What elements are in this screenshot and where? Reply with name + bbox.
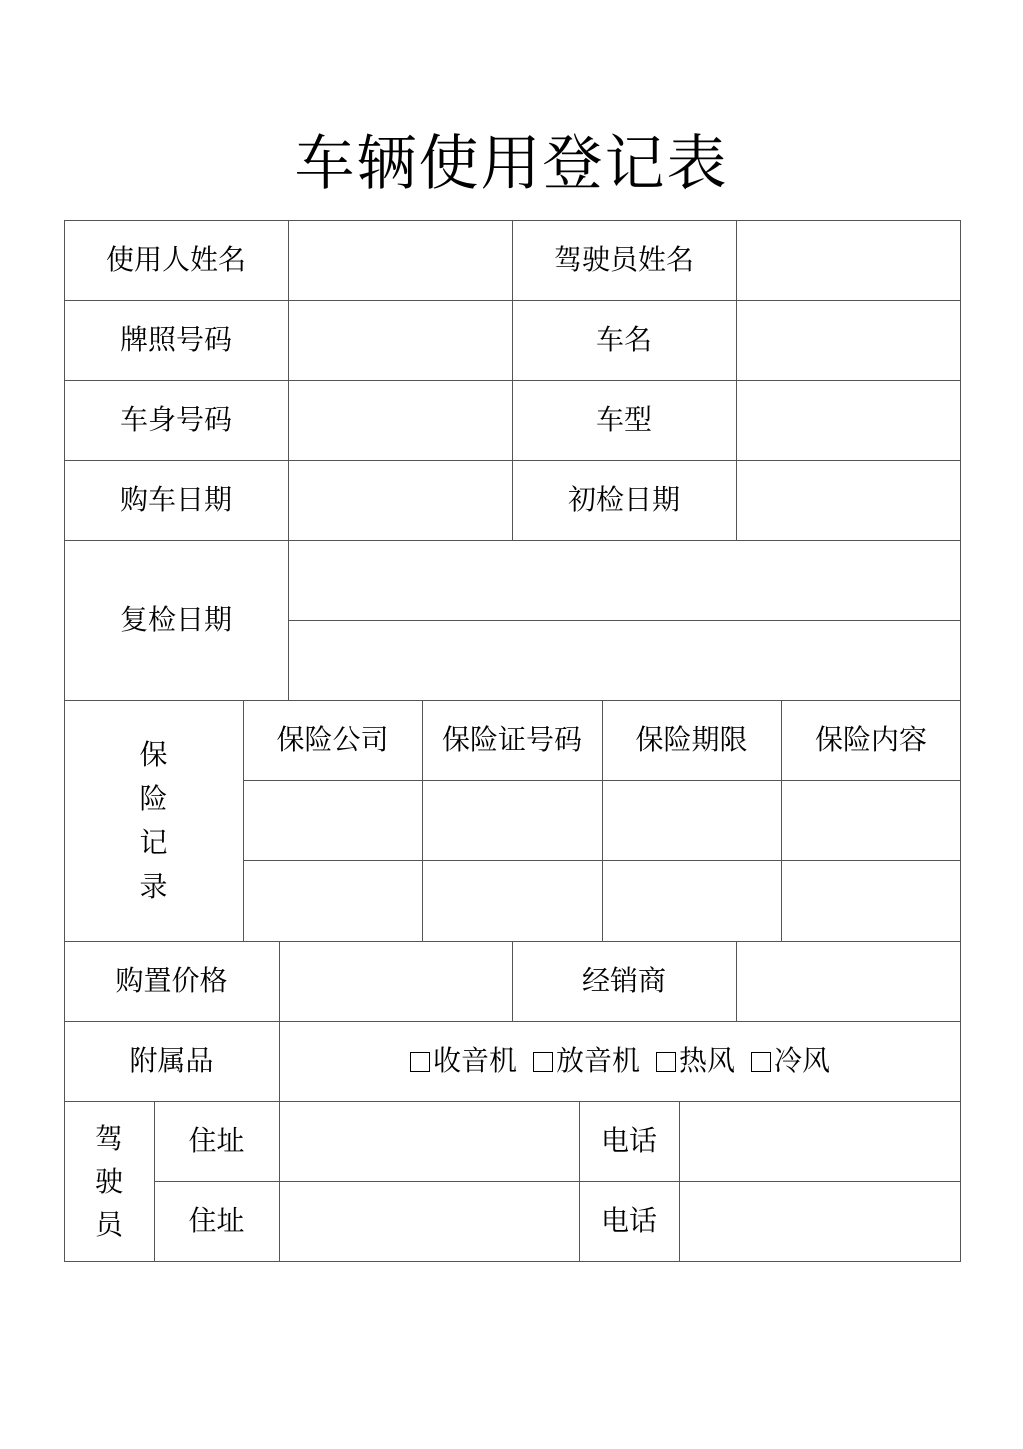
insurance-term-field[interactable] (603, 781, 781, 860)
purchase-date-field[interactable] (289, 461, 512, 540)
driver-label-char: 驶 (94, 1164, 123, 1198)
purchase-date-label: 购车日期 (119, 483, 232, 516)
purchase-price-field[interactable] (280, 942, 512, 1021)
table-border-bottom (64, 1261, 961, 1262)
accessories-options (279, 1021, 961, 1101)
checkbox-icon[interactable] (410, 1052, 430, 1072)
checkbox-icon[interactable] (656, 1052, 676, 1072)
first-inspection-field[interactable] (737, 461, 960, 540)
user-name-label: 使用人姓名 (105, 243, 246, 276)
insurance-label-char: 记 (139, 825, 168, 859)
body-number-label: 车身号码 (119, 403, 232, 436)
insurance-cert-number-field[interactable] (423, 781, 602, 860)
accessory-option-player[interactable] (533, 1044, 640, 1077)
driver-phone-field[interactable] (680, 1182, 960, 1261)
accessory-option-label: 冷风 (774, 1044, 831, 1077)
insurance-label-char: 险 (139, 781, 168, 815)
registration-form-table (64, 220, 961, 1262)
driver-phone-field[interactable] (680, 1102, 960, 1181)
reinspection-field-1[interactable] (289, 541, 960, 620)
purchase-price-label: 购置价格 (115, 964, 228, 997)
car-model-field[interactable] (737, 381, 960, 460)
reinspection-label: 复检日期 (119, 603, 232, 636)
dealer-field[interactable] (737, 942, 960, 1021)
car-name-field[interactable] (737, 301, 960, 380)
driver-label-char: 员 (94, 1207, 123, 1241)
accessory-option-label: 收音机 (432, 1044, 517, 1077)
driver-name-label: 驾驶员姓名 (553, 243, 694, 276)
insurance-term-field[interactable] (603, 861, 781, 941)
driver-section-label (64, 1101, 154, 1261)
checkbox-icon[interactable] (751, 1052, 771, 1072)
driver-phone-label: 电话 (600, 1204, 657, 1237)
checkbox-icon[interactable] (533, 1052, 553, 1072)
insurance-content-field[interactable] (782, 861, 960, 941)
insurance-cert-number-header: 保险证号码 (441, 723, 582, 756)
driver-address-label: 住址 (188, 1124, 245, 1157)
accessories-label: 附属品 (129, 1044, 214, 1077)
driver-address-label: 住址 (188, 1204, 245, 1237)
insurance-cert-number-field[interactable] (423, 861, 602, 941)
insurance-content-header: 保险内容 (814, 723, 927, 756)
insurance-label-char: 保 (139, 737, 168, 771)
insurance-record-label (64, 700, 243, 941)
accessory-option-radio[interactable] (410, 1044, 517, 1077)
plate-number-label: 牌照号码 (119, 323, 232, 356)
user-name-field[interactable] (289, 221, 512, 300)
accessory-option-heater[interactable] (656, 1044, 736, 1077)
driver-name-field[interactable] (737, 221, 960, 300)
accessory-option-label: 放音机 (555, 1044, 640, 1077)
insurance-content-field[interactable] (782, 781, 960, 860)
page-title: 车辆使用登记表 (294, 129, 729, 199)
insurance-term-header: 保险期限 (635, 723, 748, 756)
accessory-option-ac[interactable] (751, 1044, 831, 1077)
first-inspection-label: 初检日期 (567, 483, 680, 516)
driver-address-field[interactable] (280, 1102, 579, 1181)
reinspection-field-2[interactable] (289, 621, 960, 700)
car-name-label: 车名 (595, 323, 652, 356)
insurance-company-field[interactable] (244, 861, 422, 941)
plate-number-field[interactable] (289, 301, 512, 380)
insurance-label-char: 录 (139, 869, 168, 903)
driver-phone-label: 电话 (600, 1124, 657, 1157)
car-model-label: 车型 (595, 403, 652, 436)
driver-label-char: 驾 (94, 1121, 123, 1155)
driver-address-field[interactable] (280, 1182, 579, 1261)
dealer-label: 经销商 (581, 964, 666, 997)
insurance-company-header: 保险公司 (276, 723, 389, 756)
insurance-company-field[interactable] (244, 781, 422, 860)
accessory-option-label: 热风 (679, 1044, 736, 1077)
body-number-field[interactable] (289, 381, 512, 460)
